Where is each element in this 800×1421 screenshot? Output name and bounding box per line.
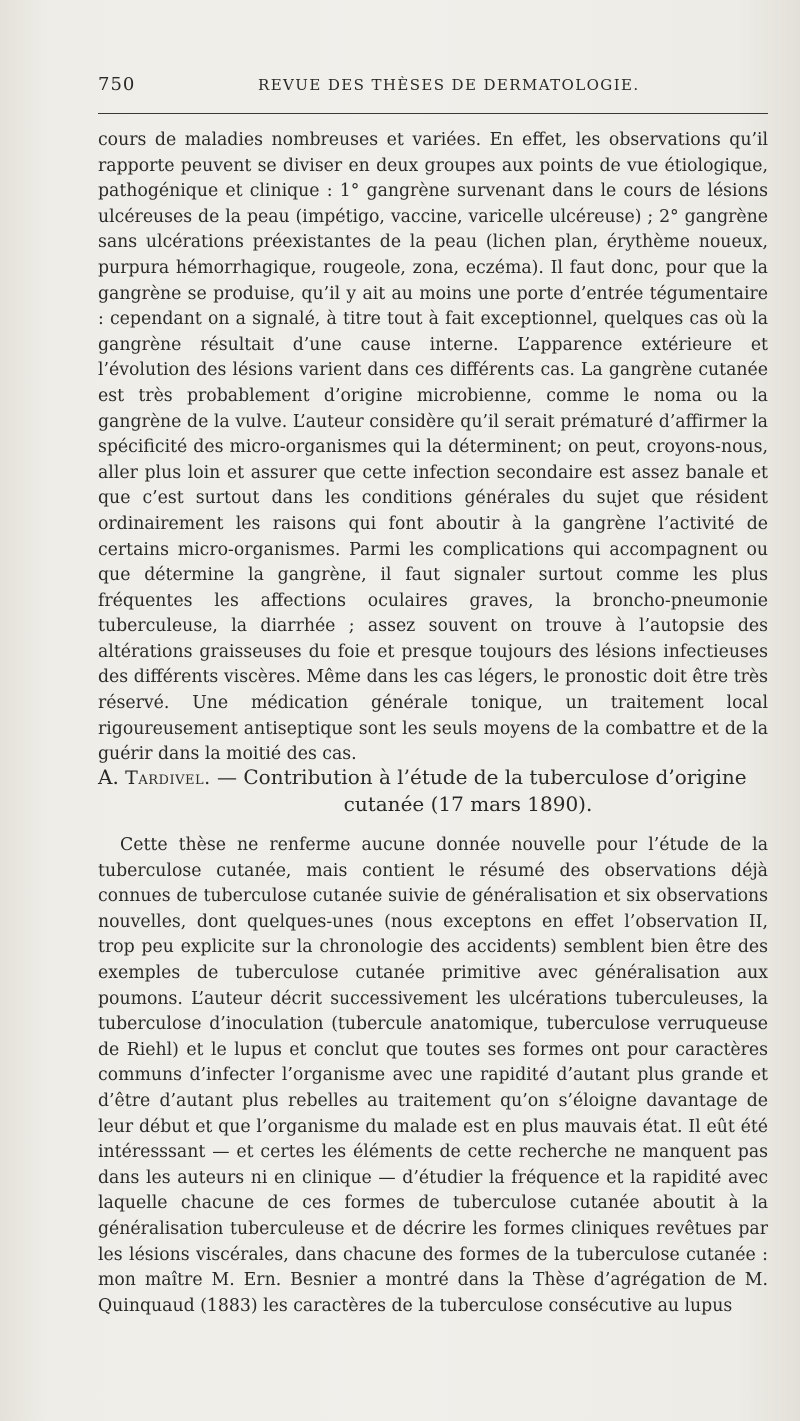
header-rule xyxy=(98,113,768,114)
running-head: REVUE DES THÈSES DE DERMATOLOGIE. xyxy=(258,76,640,94)
entry-heading-line-1 xyxy=(98,764,768,791)
thesis-title-line-2: cutanée (17 mars 1890). xyxy=(343,792,593,816)
thesis-title-line-1: Contribution à l’étude de la tuberculose d’origine xyxy=(243,765,747,789)
thesis-review-paragraph xyxy=(98,833,768,1319)
thesis-entry-heading xyxy=(98,764,768,817)
page-header xyxy=(98,74,768,102)
author-name: Tardivel. xyxy=(125,767,211,789)
paragraph-text: Cette thèse ne renferme aucune donnée nouvelle pour l’étude de la tuberculose cutanée, mais contient le résumé des observations déjà connues de tuberculose cutanée suivie de généralisation et six observations nouvelles, dont quelques-unes (nous exceptons en effet l’observation II, trop peu explicite sur la chronologie des accidents) semblent bien être des exemples de tuberculose cutanée primitive avec généralisation aux poumons. L’auteur décrit successivement les ulcérations tuberculeuses, la tuberculose d’inoculation (tubercule anatomique, tuberculose verruqueuse de Riehl) et le lupus et conclut que toutes ses formes ont pour caractères communs d’infecter l’organisme avec une rapidité d’autant plus grande et d’être d’autant plus rebelles au traitement qu’on s’éloigne davantage de leur début et que l’organisme du malade est en plus mauvais état. Il eût été intéresssant — et certes les éléments de cette recherche ne manquent pas dans les auteurs ni en clinique — d’étudier la fréquence et la rapidité avec laquelle chacune de ces formes de tuberculose cutanée aboutit à la généralisation tuberculeuse et de décrire les formes cliniques revêtues par les lésions viscérales, dans chacune des formes de la tuberculose cutanée : mon maître M. Ern. Besnier a montré dans la Thèse d’agrégation de M. Quinquaud (1883) les caractères de la tuberculose consécutive au lupus xyxy=(98,835,768,1316)
author-initial: A. xyxy=(98,765,119,789)
heading-dash: — xyxy=(217,765,237,789)
page-number: 750 xyxy=(98,74,136,95)
paragraph-text: cours de maladies nombreuses et variées. En effet, les observations qu’il rapporte peuvent se diviser en deux groupes aux points de vue étiologique, pathogénique et clinique : 1° gangrène survenant dans le cours de lésions ulcéreuses de la peau (impétigo, vaccine, varicelle ulcéreuse) ; 2° gangrène sans ulcérations préexistantes de la peau (lichen plan, érythème noueux, purpura hémorrhagique, rougeole, zona, eczéma). Il faut donc, pour que la gangrène se produise, qu’il y ait au moins une porte d’entrée tégumentaire : cependant on a signalé, à titre tout à fait exceptionnel, quelques cas où la gangrène résultait d’une cause interne. L’apparence extérieure et l’évolution des lésions varient dans ces différents cas. La gangrène cutanée est très probablement d’origine microbienne, comme le noma ou la gangrène de la vulve. L’auteur considère qu’il serait prématuré d’affirmer la spécificité des micro-organismes qui la déterminent; on peut, croyons-nous, aller plus loin et assurer que cette infection secondaire est assez banale et que c’est surtout dans les conditions générales du sujet que résident ordinairement les raisons qui font aboutir à la gangrène l’activité de certains micro-organismes. Parmi les complications qui accompagnent ou que détermine la gangrène, il faut signaler surtout comme les plus fréquentes les affections oculaires graves, la broncho-pneumonie tuberculeuse, la diarrhée ; assez souvent on trouve à l’autopsie des altérations graisseuses du foie et presque toujours des lésions infectieuses des différents viscères. Même dans les cas légers, le pronostic doit être très réservé. Une médication générale tonique, un traitement local rigoureusement antiseptique sont les seuls moyens de la combattre et de la guérir dans la moitié des cas. xyxy=(98,130,768,765)
paragraph-continuation xyxy=(98,128,768,768)
